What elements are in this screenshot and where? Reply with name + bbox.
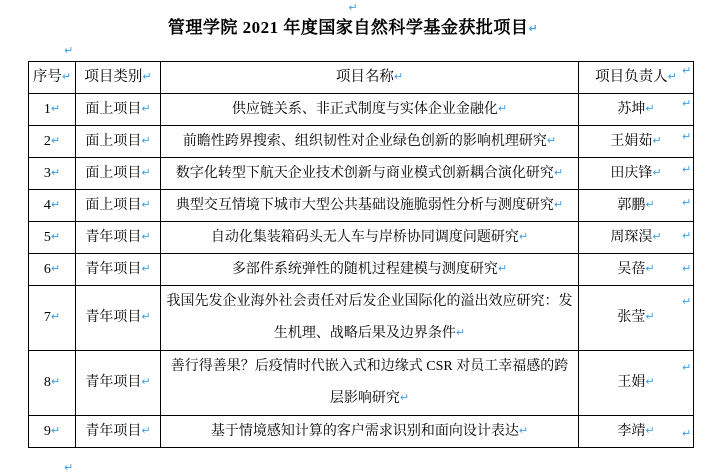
- cell-end-mark-icon: ↵: [455, 326, 466, 339]
- leader-text: 吴蓓: [617, 262, 646, 277]
- cell-end-mark-icon: ↵: [50, 310, 61, 323]
- cell-category: [76, 254, 161, 286]
- project-name-text: 基于情境感知计算的客户需求识别和面向设计表达: [210, 424, 519, 439]
- cell-end-mark-icon: ↵: [141, 166, 151, 179]
- cell-project-name: [161, 158, 579, 190]
- cell-end-mark-icon: ↵: [50, 134, 61, 147]
- project-name-text: 善行得善果？后疫情时代嵌入式和边缘式 CSR 对员工幸福感的跨层影响研究: [170, 359, 569, 406]
- header-category: [76, 62, 161, 94]
- cell-end-mark-icon: ↵: [141, 230, 151, 243]
- row-end-mark-icon: ↵: [682, 130, 692, 143]
- cell-seq: [29, 254, 76, 286]
- cell-end-mark-icon: ↵: [645, 310, 655, 323]
- cell-category: [76, 190, 161, 222]
- row-end-mark-icon: ↵: [682, 196, 692, 209]
- cell-seq: [29, 222, 76, 254]
- cell-leader: [579, 351, 694, 416]
- cell-end-mark-icon: ↵: [393, 70, 404, 83]
- cell-end-mark-icon: ↵: [141, 310, 151, 323]
- row-end-mark-icon: ↵: [682, 229, 692, 242]
- seq-text: 6: [43, 262, 51, 277]
- project-name-text: 典型交互情境下城市大型公共基础设施脆弱性分析与测度研究: [175, 198, 554, 213]
- cell-category: [76, 94, 161, 126]
- project-name-text: 数字化转型下航天企业技术创新与商业模式创新耦合演化研究: [175, 166, 554, 181]
- header-seq-label: 序号: [32, 69, 62, 85]
- table-row: [29, 416, 694, 448]
- cell-end-mark-icon: ↵: [50, 230, 61, 243]
- cell-end-mark-icon: ↵: [50, 198, 61, 211]
- cell-end-mark-icon: ↵: [399, 391, 410, 404]
- category-text: 面上项目: [85, 102, 142, 117]
- cell-seq: [29, 94, 76, 126]
- title-end-mark-icon: ↵: [528, 22, 539, 35]
- cell-end-mark-icon: ↵: [61, 70, 72, 83]
- seq-text: 4: [43, 198, 51, 213]
- cell-seq: [29, 351, 76, 416]
- project-name-text: 多部件系统弹性的随机过程建模与测度研究: [231, 262, 498, 277]
- cell-seq: [29, 158, 76, 190]
- seq-text: 7: [43, 310, 51, 325]
- projects-table: [28, 61, 694, 448]
- cell-project-name: [161, 126, 579, 158]
- table-row: [29, 190, 694, 222]
- category-text: 青年项目: [85, 310, 142, 325]
- table-row: [29, 158, 694, 190]
- cell-end-mark-icon: ↵: [497, 262, 508, 275]
- cell-project-name: [161, 94, 579, 126]
- cell-project-name: [161, 190, 579, 222]
- row-end-mark-icon: ↵: [682, 262, 692, 275]
- project-name-text: 我国先发企业海外社会责任对后发企业国际化的溢出效应研究：发生机理、战略后果及边界条件: [166, 294, 573, 341]
- seq-text: 8: [43, 375, 51, 390]
- cell-project-name: [161, 416, 579, 448]
- cell-end-mark-icon: ↵: [553, 198, 564, 211]
- cell-seq: [29, 190, 76, 222]
- cell-end-mark-icon: ↵: [652, 166, 662, 179]
- cell-category: [76, 222, 161, 254]
- leader-text: 郭鹏: [617, 198, 646, 213]
- seq-text: 9: [43, 424, 51, 439]
- leader-text: 田庆锋: [610, 166, 653, 181]
- cell-leader: [579, 222, 694, 254]
- cell-leader: [579, 158, 694, 190]
- cell-category: [76, 126, 161, 158]
- cell-category: [76, 286, 161, 351]
- paragraph-mark-icon: ↵: [64, 44, 74, 57]
- project-name-text: 前瞻性跨界搜索、组织韧性对企业绿色创新的影响机理研究: [182, 134, 547, 149]
- cell-end-mark-icon: ↵: [141, 134, 151, 147]
- cell-category: [76, 158, 161, 190]
- cell-project-name: [161, 351, 579, 416]
- cell-seq: [29, 126, 76, 158]
- empty-paragraph-top: [0, 0, 706, 16]
- table-row: [29, 286, 694, 351]
- category-text: 青年项目: [85, 230, 142, 245]
- leader-text: 李靖: [617, 424, 646, 439]
- table-row: [29, 351, 694, 416]
- cell-end-mark-icon: ↵: [645, 102, 655, 115]
- cell-end-mark-icon: ↵: [652, 230, 662, 243]
- cell-leader: [579, 286, 694, 351]
- row-end-mark-icon: ↵: [682, 163, 692, 176]
- cell-end-mark-icon: ↵: [652, 134, 662, 147]
- category-text: 青年项目: [85, 375, 142, 390]
- cell-end-mark-icon: ↵: [141, 262, 151, 275]
- category-text: 青年项目: [85, 262, 142, 277]
- row-end-mark-icon: ↵: [682, 361, 692, 374]
- cell-seq: [29, 416, 76, 448]
- cell-end-mark-icon: ↵: [645, 424, 655, 437]
- cell-end-mark-icon: ↵: [553, 166, 564, 179]
- paragraph-mark-icon: ↵: [64, 461, 74, 474]
- empty-paragraph-under-title: [0, 40, 706, 61]
- page-title: [0, 16, 706, 40]
- cell-end-mark-icon: ↵: [50, 166, 61, 179]
- cell-project-name: [161, 254, 579, 286]
- cell-end-mark-icon: ↵: [518, 424, 529, 437]
- table-row: [29, 222, 694, 254]
- cell-end-mark-icon: ↵: [141, 198, 151, 211]
- table-header-row: [29, 62, 694, 94]
- cell-leader: [579, 126, 694, 158]
- cell-leader: [579, 416, 694, 448]
- seq-text: 1: [43, 102, 51, 117]
- cell-end-mark-icon: ↵: [497, 102, 508, 115]
- cell-seq: [29, 286, 76, 351]
- leader-text: 周琛淏: [610, 230, 653, 245]
- empty-paragraph-bottom: [64, 460, 73, 476]
- cell-leader: [579, 254, 694, 286]
- category-text: 青年项目: [85, 424, 142, 439]
- row-end-mark-icon: ↵: [682, 97, 692, 110]
- cell-end-mark-icon: ↵: [50, 262, 61, 275]
- cell-category: [76, 351, 161, 416]
- cell-category: [76, 416, 161, 448]
- leader-text: 张莹: [617, 310, 646, 325]
- cell-end-mark-icon: ↵: [50, 102, 61, 115]
- cell-end-mark-icon: ↵: [546, 134, 557, 147]
- seq-text: 5: [43, 230, 51, 245]
- cell-end-mark-icon: ↵: [667, 70, 677, 83]
- cell-end-mark-icon: ↵: [141, 375, 151, 388]
- cell-end-mark-icon: ↵: [50, 375, 61, 388]
- cell-end-mark-icon: ↵: [518, 230, 529, 243]
- cell-leader: [579, 190, 694, 222]
- category-text: 面上项目: [85, 198, 142, 213]
- leader-text: 苏坤: [617, 102, 646, 117]
- header-project-name: [161, 62, 579, 94]
- table-row: [29, 94, 694, 126]
- cell-end-mark-icon: ↵: [141, 102, 151, 115]
- row-end-mark-icon: ↵: [682, 295, 692, 308]
- leader-text: 王娟茹: [610, 134, 653, 149]
- category-text: 面上项目: [85, 134, 142, 149]
- header-leader-label: 项目负责人: [595, 69, 668, 85]
- header-category-label: 项目类别: [84, 69, 143, 85]
- cell-leader: [579, 94, 694, 126]
- project-name-text: 供应链关系、非正式制度与实体企业金融化: [231, 102, 498, 117]
- paragraph-mark-icon: ↵: [348, 1, 358, 14]
- page-title-text: 管理学院 2021 年度国家自然科学基金获批项目: [167, 18, 529, 37]
- leader-text: 王娟: [617, 375, 646, 390]
- cell-end-mark-icon: ↵: [645, 198, 655, 211]
- header-leader: [579, 62, 694, 94]
- category-text: 面上项目: [85, 166, 142, 181]
- cell-project-name: [161, 222, 579, 254]
- cell-end-mark-icon: ↵: [141, 424, 151, 437]
- cell-end-mark-icon: ↵: [645, 262, 655, 275]
- header-project-name-label: 项目名称: [335, 69, 394, 85]
- cell-project-name: [161, 286, 579, 351]
- cell-end-mark-icon: ↵: [50, 424, 61, 437]
- table-row: [29, 254, 694, 286]
- cell-end-mark-icon: ↵: [142, 70, 152, 83]
- seq-text: 2: [43, 134, 51, 149]
- project-name-text: 自动化集装箱码头无人车与岸桥协同调度问题研究: [210, 230, 519, 245]
- table-row: [29, 126, 694, 158]
- seq-text: 3: [43, 166, 51, 181]
- row-end-mark-icon: ↵: [682, 427, 692, 440]
- cell-end-mark-icon: ↵: [645, 375, 655, 388]
- row-end-mark-icon: ↵: [682, 64, 692, 77]
- header-seq: [29, 62, 76, 94]
